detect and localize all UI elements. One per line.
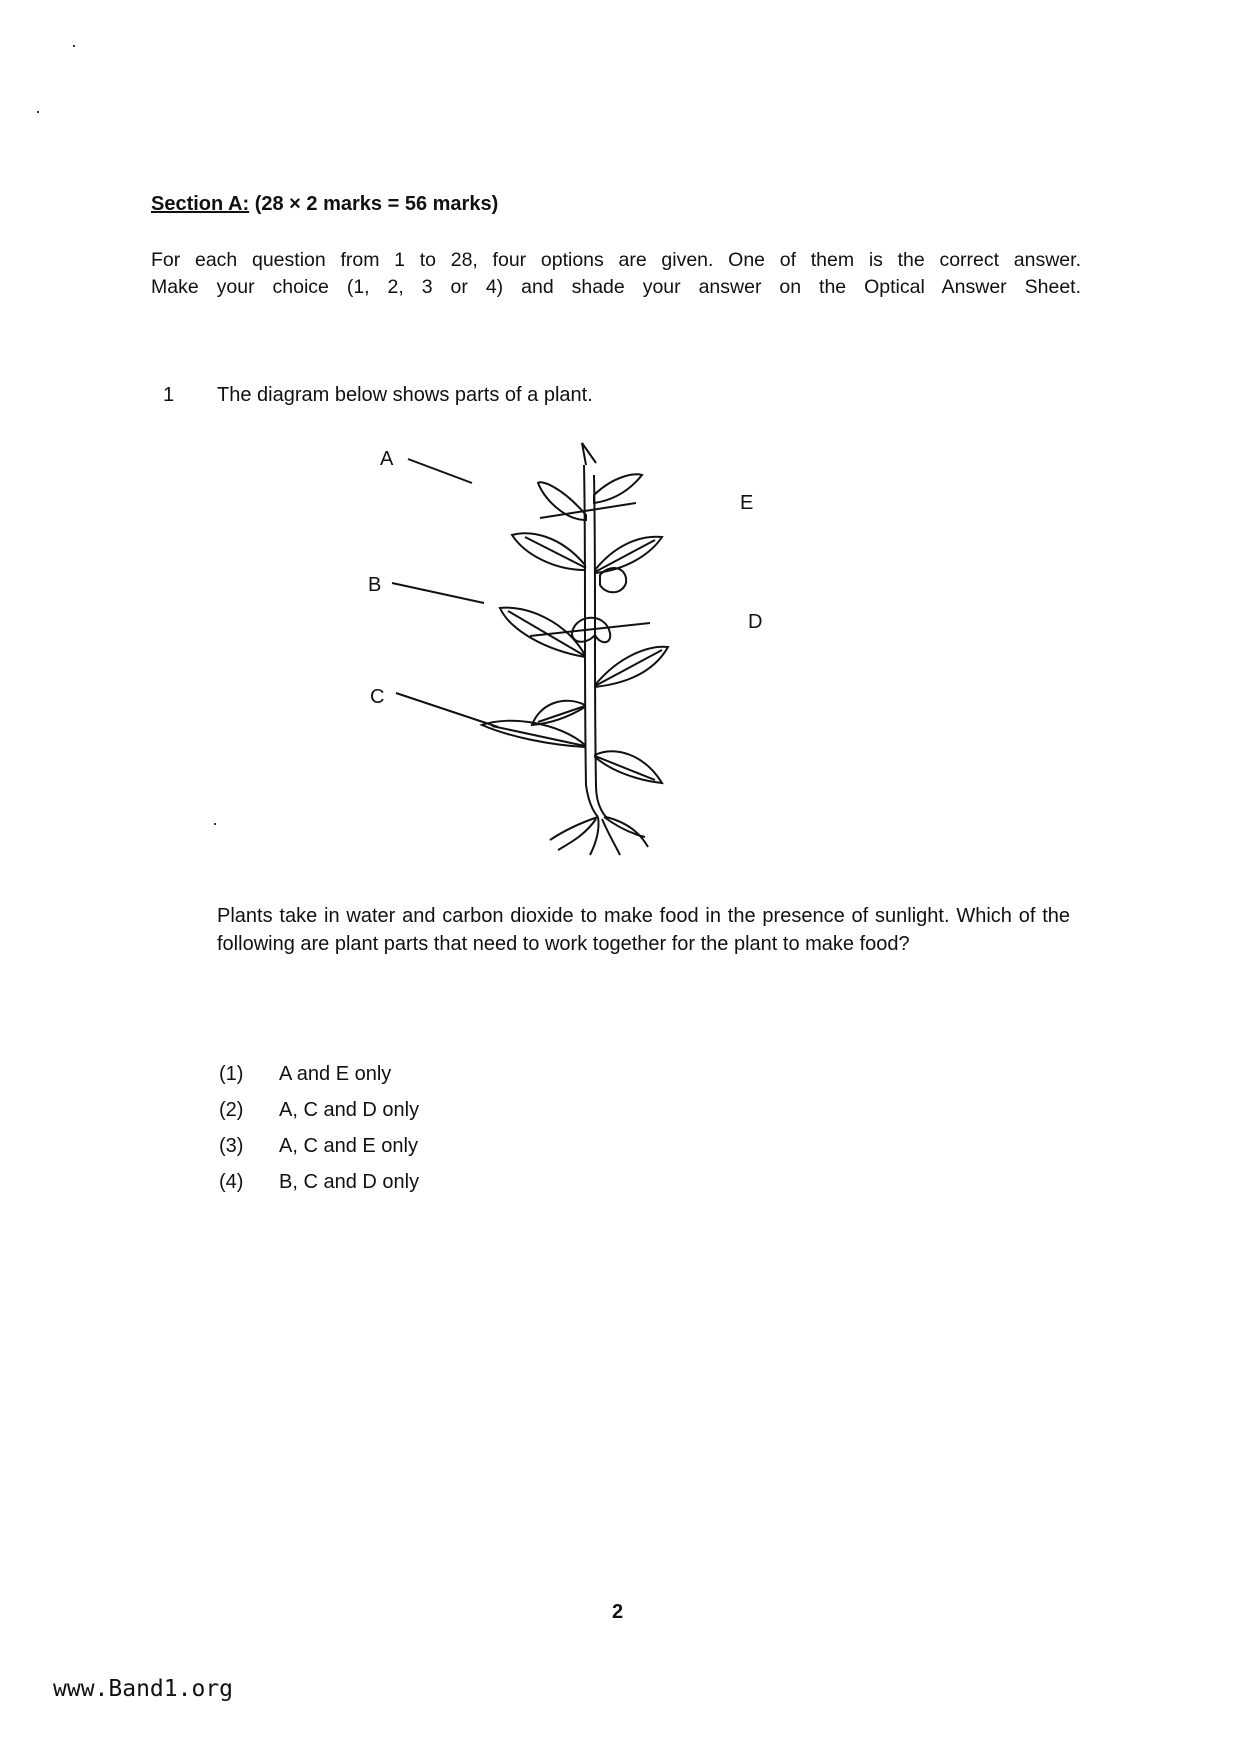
scan-speck — [37, 111, 39, 113]
instructions — [151, 247, 1081, 301]
scan-speck — [214, 823, 216, 825]
option-text: A, C and D only — [279, 1098, 420, 1121]
footer-url: www.Band1.org — [53, 1676, 234, 1702]
plant-roots — [550, 817, 648, 855]
option-text: A and E only — [279, 1062, 392, 1085]
instructions-line-2: Make your choice (1, 2, 3 or 4) and shade your answer on the Optical Answer Sheet. — [151, 276, 1081, 298]
section-marks: (28 × 2 marks = 56 marks) — [254, 193, 499, 215]
option-1 — [219, 1056, 419, 1092]
answer-options — [219, 1056, 419, 1200]
question-number: 1 — [163, 384, 175, 406]
option-text: B, C and D only — [279, 1170, 420, 1193]
option-2 — [219, 1092, 419, 1128]
plant-leaf — [594, 474, 642, 503]
label-D: D — [748, 611, 763, 633]
question-text: Plants take in water and carbon dioxide to make food in the presence of sunlight. Which of the following are plant parts that need to work together for the plant to make food? — [217, 905, 1070, 955]
option-number: (3) — [219, 1134, 244, 1157]
option-number: (1) — [219, 1062, 244, 1085]
plant-leaf-A — [512, 533, 585, 570]
plant-top-bud — [582, 443, 596, 465]
plant-stem-outline — [594, 475, 606, 817]
option-4 — [219, 1164, 419, 1200]
option-text: A, C and E only — [279, 1134, 418, 1157]
instructions-line-1: For each question from 1 to 28, four options are given. One of them is the correct answer. — [151, 249, 1081, 271]
option-number: (2) — [219, 1098, 244, 1121]
option-number: (4) — [219, 1170, 244, 1193]
label-C: C — [370, 686, 385, 708]
scan-speck — [73, 45, 75, 47]
section-heading — [151, 193, 498, 216]
plant-diagram — [368, 445, 780, 865]
page-number: 2 — [612, 1601, 624, 1623]
label-A: A — [380, 448, 394, 470]
section-title: Section A: — [151, 193, 250, 215]
plant-flower-E — [600, 568, 626, 592]
question-stem: The diagram below shows parts of a plant. — [217, 384, 593, 406]
label-B: B — [368, 574, 382, 596]
label-E: E — [740, 492, 754, 514]
option-3 — [219, 1128, 419, 1164]
